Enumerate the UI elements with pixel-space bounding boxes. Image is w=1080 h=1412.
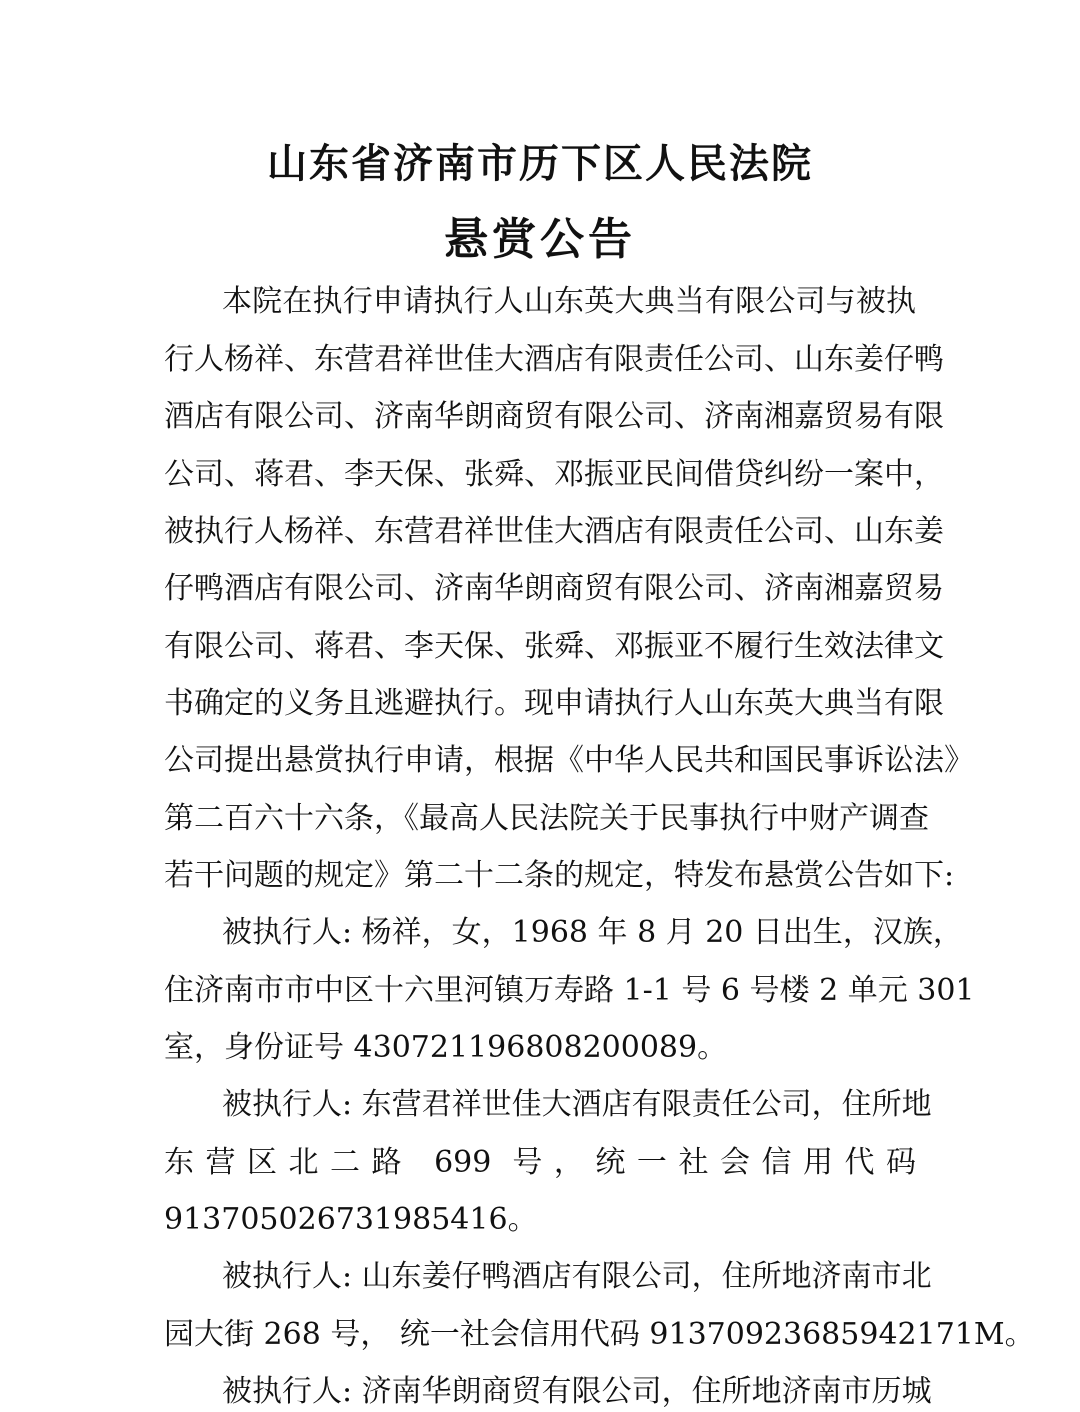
debtor-line: 被执行人: 东营君祥世佳大酒店有限责任公司，住所地 — [222, 1087, 932, 1122]
debtor-line: 913705026731985416。 — [164, 1202, 538, 1237]
debtor-line: 园大街 268 号， 统一社会信用代码 91370923685942171M。 — [164, 1317, 1035, 1352]
body-line: 公司提出悬赏执行申请，根据《中华人民共和国民事诉讼法》 — [164, 743, 974, 778]
debtor-line: 被执行人: 山东姜仔鸭酒店有限公司，住所地济南市北 — [222, 1259, 932, 1294]
debtor-line: 东营区北二路 699 号，统一社会信用代码 — [164, 1145, 916, 1180]
debtor-line: 被执行人: 杨祥，女，1968 年 8 月 20 日出生，汉族， — [222, 915, 963, 950]
body-line: 仔鸭酒店有限公司、济南华朗商贸有限公司、济南湘嘉贸易 — [164, 571, 944, 606]
body-line: 行人杨祥、东营君祥世佳大酒店有限责任公司、山东姜仔鸭 — [164, 342, 944, 377]
body-line: 公司、蒋君、李天保、张舜、邓振亚民间借贷纠纷一案中， — [164, 457, 944, 492]
body-line: 第二百六十六条，《最高人民法院关于民事执行中财产调查 — [164, 801, 929, 836]
body-line: 本院在执行申请执行人山东英大典当有限公司与被执 — [222, 284, 916, 319]
body-line: 若干问题的规定》第二十二条的规定，特发布悬赏公告如下: — [164, 858, 955, 893]
body-line: 酒店有限公司、济南华朗商贸有限公司、济南湘嘉贸易有限 — [164, 399, 944, 434]
debtor-line: 住济南市市中区十六里河镇万寿路 1-1 号 6 号楼 2 单元 301 — [164, 973, 975, 1008]
notice-title: 悬赏公告 — [444, 214, 636, 265]
body-line: 有限公司、蒋君、李天保、张舜、邓振亚不履行生效法律文 — [164, 629, 944, 664]
court-name-title: 山东省济南市历下区人民法院 — [267, 140, 813, 187]
debtor-line: 被执行人: 济南华朗商贸有限公司，住所地济南市历城 — [222, 1374, 932, 1409]
body-line: 书确定的义务且逃避执行。现申请执行人山东英大典当有限 — [164, 686, 944, 721]
body-line: 被执行人杨祥、东营君祥世佳大酒店有限责任公司、山东姜 — [164, 514, 944, 549]
debtor-line: 室，身份证号 430721196808200089。 — [164, 1030, 728, 1065]
